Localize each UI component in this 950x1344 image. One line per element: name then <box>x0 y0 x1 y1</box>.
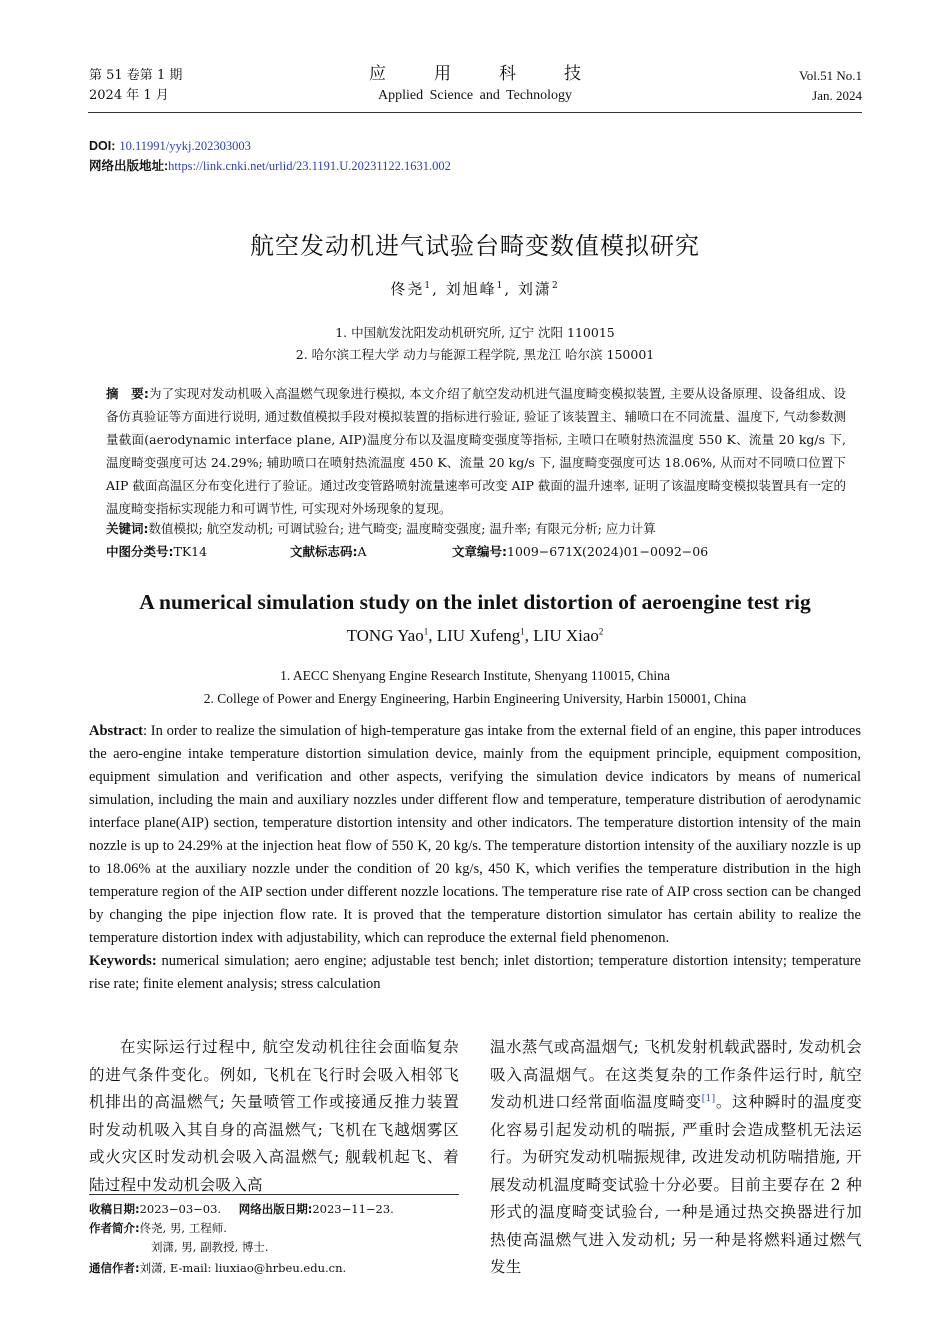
author-aff: 1 <box>423 626 429 637</box>
volume-en: Vol.51 No.1 <box>799 68 862 83</box>
author-en: TONG Yao <box>346 626 424 645</box>
affiliation-cn: 1. 中国航发沈阳发动机研究所, 辽宁 沈阳 110015 <box>335 325 615 340</box>
author-aff: 1 <box>424 281 433 291</box>
corr-value: 刘潇, E-mail: liuxiao@hrbeu.edu.cn. <box>139 1261 347 1275</box>
doi-link[interactable]: 10.11991/yykj.202303003 <box>119 139 251 153</box>
date-en: Jan. 2024 <box>812 88 862 103</box>
body-right-text: 温水蒸气或高温烟气; 飞机发射机载武器时, 发动机会吸入高温烟气。在这类复杂的工作条件运行时, 航空发动机进口经常面临温度畸变 <box>490 1038 862 1111</box>
body-right-column <box>490 1034 862 1282</box>
online-date-value: 2023−11−23. <box>312 1202 394 1216</box>
affiliation-cn: 2. 哈尔滨工程大学 动力与能源工程学院, 黑龙江 哈尔滨 150001 <box>295 347 655 362</box>
author-aff: 1 <box>496 281 505 291</box>
header-right <box>799 66 862 106</box>
online-date-label: 网络出版日期: <box>238 1202 313 1216</box>
keywords-cn-text: 数值模拟; 航空发动机; 可调试验台; 进气畸变; 温度畸变强度; 温升率; 有限元分析; 应力计算 <box>148 521 656 536</box>
author-cn: 刘旭峰 <box>445 280 497 298</box>
keywords-cn-label: 关键词: <box>106 521 149 536</box>
doc-code-value: A <box>357 544 367 559</box>
author-aff: 1 <box>520 626 525 637</box>
footnote-author <box>89 1219 459 1238</box>
header-rule <box>88 112 862 113</box>
online-label: 网络出版地址: <box>89 159 169 173</box>
authors-en: TONG Yao$^1$, LIU Xufeng$^1$, LIU Xiao$^2$ <box>346 626 604 645</box>
paper-title-en: A numerical simulation study on the inlet distortion of aeroengine test rig <box>139 590 811 614</box>
doi-block <box>89 136 451 176</box>
author-intro-2: 刘潇, 男, 副教授, 博士. <box>151 1240 269 1254</box>
abstract-en-label: Abstract <box>89 723 143 739</box>
doc-code-label: 文献标志码: <box>290 544 358 559</box>
received-value: 2023−03−03. <box>139 1202 222 1216</box>
volume-cn: 第 51 卷第 1 期 <box>89 68 183 83</box>
article-no-label: 文章编号: <box>452 544 507 559</box>
footnote-correspondence <box>89 1259 459 1278</box>
abstract-cn <box>106 382 846 520</box>
keywords-en-label: Keywords: <box>89 953 157 969</box>
doi-label: DOI: <box>89 139 116 153</box>
journal-name-en: Applied Science and Technology <box>378 88 572 103</box>
keywords-cn <box>106 518 656 540</box>
date-cn: 2024 年 1 月 <box>89 88 169 103</box>
abstract-en-text: : In order to realize the simulation of high-temperature gas intake from the external field of an engine, this paper introduces the aero-engine intake temperature distortion simulation device, mainly from the equipment principle, equipment composition, equipment simulation and verification and other aspects, verifying the simulation device indicators by means of numerical simulation, including the main and auxiliary nozzles under different flow and temperature, temperature distribution of aerodynamic interface plane(AIP) section, temperature distortion intensity and other indicators. The temperature distortion intensity of the main nozzle is up to 24.29% at the injection heat flow of 550 K, 20 kg/s. The temperature distortion intensity of the auxiliary nozzle is up to 18.06% at the auxiliary nozzle under the condition of 20 kg/s, 450 K, which verifies the temperature distribution in the high temperature region of the AIP section under different nozzle locations. The temperature rise rate of AIP cross section can be changed by changing the pipe injection flow rate. It is proved that the temperature distortion simulator has certain ability to realize the temperature distortion index with adjustability, which can reproduce the external field phenomenon. <box>89 723 861 946</box>
article-no-value: 1009−671X(2024)01−0092−06 <box>507 544 709 559</box>
footnote-rule <box>89 1194 459 1195</box>
received-label: 收稿日期: <box>89 1202 140 1216</box>
author-intro-label: 作者简介: <box>89 1221 140 1235</box>
author-en: LIU Xiao <box>533 626 599 645</box>
author-cn: 刘潇 <box>517 280 552 298</box>
header-center <box>300 62 650 106</box>
clc-value: TK14 <box>173 544 208 559</box>
author-aff: 2 <box>551 281 560 291</box>
author-cn: 佟尧 <box>390 280 425 298</box>
abstract-en <box>89 720 861 996</box>
classification-line <box>106 541 846 563</box>
clc-label: 中图分类号: <box>106 544 174 559</box>
abstract-cn-label: 摘 要: <box>106 386 149 401</box>
header-left <box>89 66 182 106</box>
footnote-dates <box>89 1200 459 1219</box>
affiliation-en: 1. AECC Shenyang Engine Research Institute, Shenyang 110015, China <box>280 668 670 683</box>
author-aff: 2 <box>598 626 604 637</box>
paper-title-cn: 航空发动机进气试验台畸变数值模拟研究 <box>250 232 700 260</box>
abstract-cn-text: 为了实现对发动机吸入高温燃气现象进行模拟, 本文介绍了航空发动机进气温度畸变模拟装置, 主要从设备原理、设备组成、设备仿真验证等方面进行说明, 通过数值模拟手段对模拟装置的指标进行验证, 验证了该装置主、辅喷口在不同流量、温度下, 气动参数测量截面(aerodynamic interface plane, AIP)温度分布以及温度畸变强度等指标, 主喷口在喷射热流温度 550 K、流量 20 kg/s 下, 温度畸变强度可达 24.29%; 辅助喷口在喷射热流温度 450 K、流量 20 kg/s 下, 温度畸变强度可达 18.06%, 从而对不同喷口位置下 AIP 截面高温区分布变化进行了验证。通过改变管路喷射流量速率可改变 AIP 截面的温升速率, 证明了该温度畸变模拟装置具有一定的温度畸变指标实现能力和可调节性, 可实现对外场现象的复现。 <box>106 386 846 516</box>
author-en: LIU Xufeng <box>436 626 521 645</box>
corr-label: 通信作者: <box>89 1261 140 1275</box>
journal-name-cn: 应用科技 <box>369 64 629 84</box>
citation-link[interactable]: [1] <box>701 1093 716 1104</box>
authors-cn: 佟尧$^1$, 刘旭峰$^1$, 刘潇$^2$ <box>390 280 560 298</box>
keywords-en-text: numerical simulation; aero engine; adjustable test bench; inlet distortion; temperature distortion intensity; temperature rise rate; finite element analysis; stress calculation <box>89 953 861 992</box>
author-intro-1: 佟尧, 男, 工程师. <box>139 1221 227 1235</box>
online-url-link[interactable]: https://link.cnki.net/urlid/23.1191.U.20231122.1631.002 <box>168 159 451 173</box>
body-right-text: 。这种瞬时的温度变化容易引起发动机的喘振, 严重时会造成整机无法运行。为研究发动机喘振规律, 改进发动机防喘措施, 开展发动机温度畸变试验十分必要。目前主要存在 2 种形式的温度畸变试验台, 一种是通过热交换器进行加热使高温燃气进入发动机; 另一种是将燃料通过燃气发生 <box>490 1093 862 1276</box>
body-left-column: 在实际运行过程中, 航空发动机往往会面临复杂的进气条件变化。例如, 飞机在飞行时会吸入相邻飞机排出的高温燃气; 矢量喷管工作或接通反推力装置时发动机吸入其自身的高温燃气; 飞机在飞越烟雾区或火灾区时发动机会吸入高温燃气; 舰载机起飞、着陆过程中发动机会吸入高 <box>89 1038 459 1194</box>
affiliation-en: 2. College of Power and Energy Engineering, Harbin Engineering University, Harbin 150001, China <box>203 691 747 706</box>
